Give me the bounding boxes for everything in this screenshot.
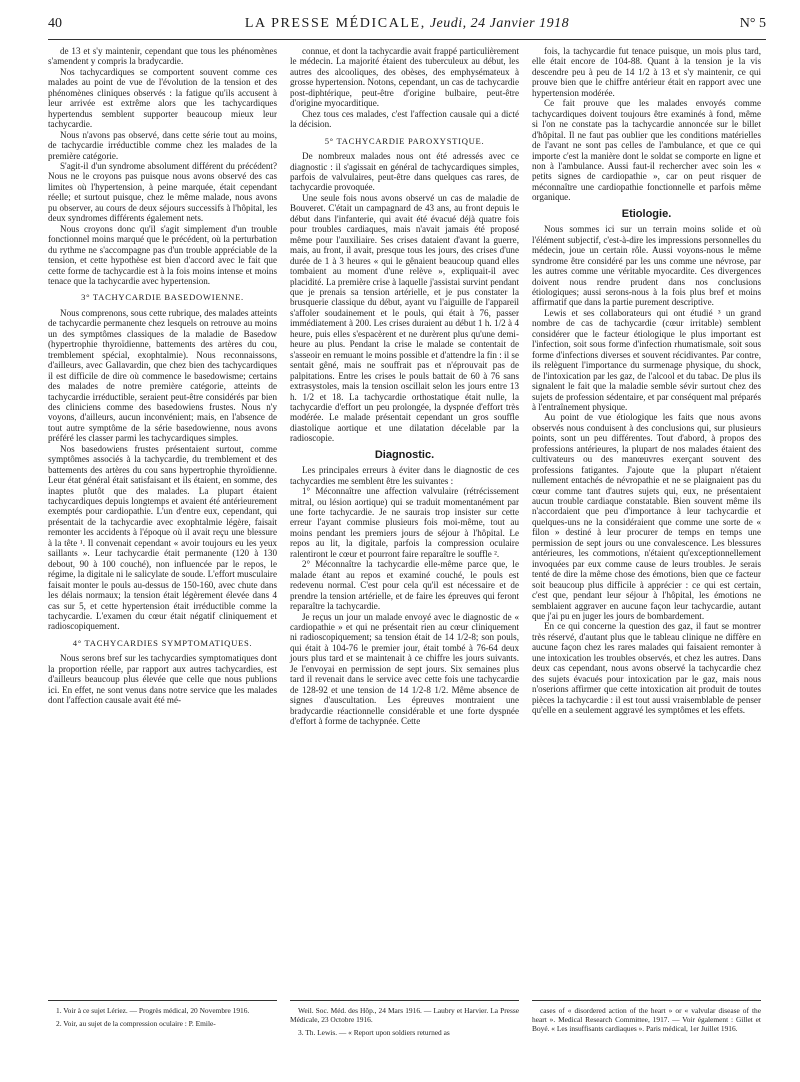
footnotes-column-1 — [48, 1006, 277, 1032]
paragraph: Nous comprenons, sous cette rubrique, des malades atteints de tachycardie permanente chez lesquels on retrouve au moins un des symptômes classiques de la maladie de Basedow (hypertrophie thyroïdienne, battements des artères du cou, tremblement spécial, exophtalmie). Nous reconnaissons, d'ailleurs, avec Gallavardin, que chez bien des tachycardiques il est difficile de dire où commence le basedowisme; certains des malades de notre première catégorie, atteints de tachycardie irréductible, seraient peut-être considérés par bien des cliniciens comme des basedowiens frustes. Nous n'y voyons, d'ailleurs, aucun inconvénient; mais, en l'absence de tout autre symptôme de la série basedowienne, nous avons préféré les classer parmi les tachycardiques simples. — [48, 307, 277, 444]
paragraph: Nous serons bref sur les tachycardies symptomatiques dont la proportion réelle, par rapport aux autres tachycardies, est d'ailleurs beaucoup plus élevée que celle que nous publions ici. En effet, ne sont venus dans notre service que les malades dont l'affection causale avait été mé- — [48, 653, 277, 706]
section-heading-symptomatiques: 4° TACHYCARDIES SYMPTOMATIQUES. — [72, 637, 253, 648]
publication-title: LA PRESSE MÉDICALE, — [244, 16, 426, 31]
footnote-rule — [532, 1000, 761, 1001]
paragraph: de 13 et s'y maintenir, cependant que tous les phénomènes s'amendent y compris la bradycardie. — [48, 46, 277, 67]
paragraph: Chez tous ces malades, c'est l'affection causale qui a dicté la décision. — [290, 108, 519, 130]
paragraph: Une seule fois nous avons observé un cas de maladie de Bouveret. C'était un campagnard de 43 ans, au front depuis le début dans l'infanterie, qui avait été évacué déjà quatre fois pour troubles cardiaques, mais n'avait jamais été proposé même pour l'auxiliaire. Ses crises dataient d'avant la guerre, mais, au front, il avait, presque tous les jours, des crises d'une durée de 1 à 3 heures « qui le gênaient beaucoup quand elles tombaient au moment d'une relève », expliquait-il avec placidité. La première crise à laquelle j'assistai survint pendant que je prenais sa tension artérielle, et je pus constater la brusquerie classique du début, ayant vu l'aiguille de l'appareil s'affoler soudainement et le pouls, qui était à 76, passer immédiatement à 200. Les crises duraient au début 1 h. 1/2 à 4 heure, puis elles s'espacèrent et ne durèrent plus qu'une demi-heure au plus. Pendant la crise le malade se contentait de s'asseoir en remuant le moins possible et d'attendre la fin : il se sentait gêné, mais ne souffrait pas et n'éprouvait pas de palpitations. Entre les crises le pouls battait de 60 à 76 sans extrasystoles, mais la tension oscillait selon les jours entre 13 h. 1/2 et 18. La tachycardie orthostatique était nulle, la tachycardie d'effort un peu prolongée, la dyspnée d'effort très modérée. Le malade présentait cependant un gros souffle diastolique aortique et une dilatation décelable par la radioscopie. — [290, 192, 519, 444]
paragraph: Nos basedowiens frustes présentaient surtout, comme symptômes associés à la tachycardie, du tremblement et des battements des artères du cou sans hypertrophie thyroïdienne. Leur état général était satisfaisant et ils étaient, en somme, des inaptes plutôt que des malades. La plupart étaient tachycardiques depuis longtemps et avaient été antérieurement exemptés pour cardiopathie. L'un d'entre eux, cependant, qui présentait de la tachycardie avec exophtalmie légère, faisait remonter les accidents à l'époque où il avait reçu une blessure à la tête ¹. Il convenait cependant « avoir toujours eu les yeux saillants ». Leur tachycardie était permanente (120 à 130 debout, 90 à 100 couché), non influencée par le repos, le régime, la digitale ni le salicylate de soude. L'effort musculaire faisait monter le pouls au-dessus de 150-160, avec chute dans les délais normaux; la tension était légèrement élevée dans 4 cas sur 5, et cette hypertension était irréductible comme la tachycardie. L'examen du cœur était négatif cliniquement et radioscopiquement. — [48, 443, 277, 632]
paragraph: S'agit-il d'un syndrome absolument différent du précédent? Nous ne le croyons pas puisque nous avons observé des cas limites où l'hypertension, à peine marquée, était cependant réelle; et surtout puisque, chez le même malade, nous avons pu observer, au cours de deux séjours successifs à l'hôpital, les deux syndromes différents également nets. — [48, 160, 277, 224]
paragraph: Les principales erreurs à éviter dans le diagnostic de ces tachycardies me semblent être les suivantes : — [290, 465, 519, 486]
footnotes-column-3 — [532, 1006, 761, 1038]
footnote: 1. Voir à ce sujet Lériez. — Progrès médical, 20 Novembre 1916. — [56, 1006, 250, 1015]
section-heading-paroxystique: 5° TACHYCARDIE PAROXYSTIQUE. — [324, 135, 485, 146]
column-2 — [290, 46, 519, 727]
footnote: Weil. Soc. Méd. des Hôp., 24 Mars 1916. — Laubry et Harvier. La Presse Médicale, 23 Octobre 1916. — [290, 1006, 519, 1025]
footnote-rule — [48, 1000, 277, 1001]
paragraph: De nombreux malades nous ont été adressés avec ce diagnostic : il s'agissait en général de tachycardiques simples, parfois de valvulaires, peut-être dans quelques cas rares, de tachycardie provoquée. — [290, 151, 519, 193]
column-3 — [532, 46, 761, 716]
paragraph: Ce fait prouve que les malades envoyés comme tachycardiques doivent toujours être examinés à fond, même si l'on ne constate pas la tachycardie annoncée sur le billet d'hôpital. Il ne faut pas oublier que les conditions matérielles de l'avant ne sont pas celles de l'ambulance, et que ce qui importe c'est la manière dont le soldat se comporte en ligne et non à l'ambulance. Aussi faut-il rechercher avec soin les « petits signes de cardiopathie », car on peut risquer de méconnaître une cardiopathie fonctionnelle et parfois même organique. — [532, 98, 761, 203]
column-1 — [48, 46, 277, 706]
paragraph: 1° Méconnaître une affection valvulaire (rétrécissement mitral, ou lésion aortique) qui se traduit momentanément par une forte tachycardie. Je ne saurais trop insister sur cette erreur l'ayant commise plusieurs fois moi-même, tout au moins pendant les premiers jours de séjour à l'hôpital. Le repos au lit, la digitale, parfois la compression oculaire ralentiront le cœur et pourront faire reparaître le souffle ². — [290, 486, 519, 559]
paragraph: Nous croyons donc qu'il s'agit simplement d'un trouble fonctionnel moins marqué que le précédent, où la perturbation du rythme ne s'accompagne pas d'un trouble appréciable de la tension, et cette hypothèse est bien d'accord avec le fait que cette forme de tachycardie est à la fois moins intense et moins tenace que la tachycardie avec hypertension. — [48, 223, 277, 286]
footnote: 3. Th. Lewis. — « Report upon soldiers returned as — [298, 1028, 450, 1038]
issue-number: N° 5 — [739, 16, 766, 31]
page-number: 40 — [48, 16, 62, 31]
section-heading-basedowienne: 3° TACHYCARDIE BASEDOWIENNE. — [81, 292, 244, 303]
footnote-rule — [290, 1000, 519, 1001]
paragraph: Je reçus un jour un malade envoyé avec le diagnostic de « cardiopathie » et qui ne présentait rien au cœur cliniquement ni radioscopiquement; sa tension était de 14 1/2-8; son pouls, qui était à 104-76 le premier jour, était tombé à 76-64 deux jours plus tard et se maintenait à ce chiffre les jours suivants. Je l'envoyai en permission de sept jours. Six semaines plus tard il revenait dans le service avec cette fois une tachycardie de 128-92 et une tension de 14 1/2-8 1/2. Même absence de signes d'auscultation. Les épreuves montraient une bradycardie réactionnelle considérable et une forte dyspnée d'effort à forme de tachypnée. Cette — [290, 611, 519, 727]
paragraph: Nos tachycardiques se comportent souvent comme ces malades au point de vue de l'évolution de la tension et des phénomènes cliniques observés : la fatigue qu'ils accusent à leur arrivée est extrême alors que les tachycardiques hypertendus semblent supporter beaucoup mieux leur tachycardie. — [48, 66, 277, 130]
paragraph: Lewis et ses collaborateurs qui ont étudié ³ un grand nombre de cas de tachycardie (cœur irritable) semblent considérer que le facteur étiologique le plus important est l'infection, soit sous forme d'infection rhumatismale, soit sous forme d'infections diverses et souvent récidivantes. Par contre, ils relèguent l'importance du surmenage physique, du shock, de l'intoxication par les gaz, de l'alcool et du tabac. De plus ils signalent le fait que la maladie semble sévir surtout chez des sujets de profession sédentaire, et par conséquent mal préparés à l'entraînement physique. — [532, 307, 761, 412]
footnotes-column-2 — [290, 1006, 519, 1042]
paragraph: Nous sommes ici sur un terrain moins solide et où l'élément subjectif, c'est-à-dire les impressions personnelles du médecin, joue un certain rôle. Aussi voyons-nous le même syndrome être considéré par les uns comme une névrose, par les autres comme une véritable myocardite. Ces divergences doivent nous rendre prudent dans nos conclusions étiologiques; aussi serons-nous à la fois plus bref et moins affirmatif que dans la partie purement descriptive. — [532, 224, 761, 308]
page-header — [48, 16, 766, 36]
paragraph: connue, et dont la tachycardie avait frappé particulièrement le médecin. La majorité étaient des tuberculeux au début, les autres des alcooliques, des obèses, des emphysémateux à grosse hypertension. Notons, cependant, un cas de tachycardie post-diphtérique, peut-être d'origine bulbaire, peut-être d'origine myocarditique. — [290, 46, 519, 109]
paragraph: 2° Méconnaître la tachycardie elle-même parce que, le malade étant au repos et examiné couché, le pouls est redevenu normal. C'est pour cela qu'il est nécessaire et de prendre la tension artérielle, et de faire les épreuves qui feront reparaître la tachycardie. — [290, 559, 519, 612]
footnote: cases of « disordered action of the heart » or « valvular disease of the heart ». Medical Research Committee, 1917. — Voir également : Gillet et Boyé. « Les insuffisants cardiaques ». Paris médical, 1er Juillet 1916. — [532, 1006, 761, 1034]
header-rule — [48, 39, 766, 40]
masthead — [48, 16, 766, 32]
section-heading-etiologie: Etiologie. — [621, 207, 672, 220]
issue-date: Jeudi, 24 Janvier 1918 — [429, 16, 570, 31]
section-heading-diagnostic: Diagnostic. — [374, 448, 435, 461]
paragraph: En ce qui concerne la question des gaz, il faut se montrer très réservé, d'autant plus que le tableau clinique ne diffère en aucune façon chez les rares malades qui faisaient remonter à une intoxication les troubles observés, et chez les autres. Dans deux cas cependant, nous avons observé la tachycardie chez des sujets évacués pour intoxication par le gaz, mais nous n'oserions affirmer que cette intoxication ait produit de toutes pièces la tachycardie : il est tout aussi vraisemblable de penser qu'elle en a seulement aggravé les symptômes et les effets. — [532, 621, 761, 716]
paragraph: Au point de vue étiologique les faits que nous avons observés nous conduisent à des conclusions qui, sur plusieurs points, sont un peu différentes. Tout d'abord, à propos des professions antérieures, la plupart de nos malades étaient des cultivateurs ou des manœuvres exerçant souvent des professions fatigantes. J'ajoute que la plupart n'étaient nullement entachés de névropathie et ne se plaignaient pas du cœur comme tant d'autres sujets qui, eux, ne présentaient aucun trouble cardiaque constatable. Bien souvent même ils n'accordaient que peu d'importance à leur tachycardie et quelques-uns ne la considéraient que comme une sorte de « filon » destiné à leur procurer de temps en temps une permission de sept jours ou une convalescence. Les blessures antérieures, les commotions, n'étaient qu'exceptionnellement invoquées par eux comme cause de leurs troubles. Je serais tenté de dire la même chose des émotions, bien que ce facteur soit beaucoup plus difficile à apprécier : ce qui est certain, c'est que, pendant leur séjour à l'hôpital, les émotions ne semblaient aggraver en aucune façon leur tachycardie, autant que j'ai pu en juger les jours de bombardement. — [532, 412, 761, 622]
paragraph: Nous n'avons pas observé, dans cette série tout au moins, de tachycardie irréductible comme chez les malades de la première catégorie. — [48, 129, 277, 161]
footnote: 2. Voir, au sujet de la compression oculaire : P. Emile- — [56, 1019, 216, 1029]
paragraph: fois, la tachycardie fut tenace puisque, un mois plus tard, elle était encore de 104-88. Quant à la tension je la vis descendre peu à peu de 14 1/2 à 13 et s'y maintenir, ce qui prouve bien que le chiffre antérieur était en rapport avec une hypertension modérée. — [532, 46, 761, 98]
